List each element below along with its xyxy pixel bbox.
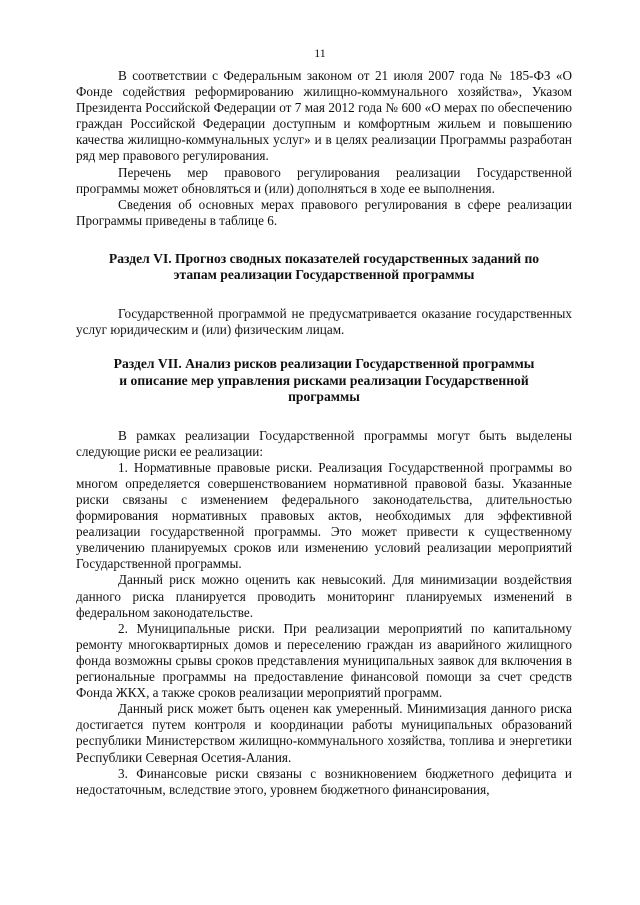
municipal-risks-paragraph: 2. Муниципальные риски. При реализации мероприятий по капитальному ремонту многоквартирных домов и переселению граждан из аварийного жилищного фонда возможны срывы сроков представления муниципальных заявок для включения в региональные программы на предоставление финансовой помощи за счет средств Фонда ЖКХ, а также сроков реализации мероприятий программ. bbox=[76, 620, 572, 701]
financial-risks-paragraph: 3. Финансовые риски связаны с возникновением бюджетного дефицита и недостаточным, вследствие этого, уровнем бюджетного финансирования, bbox=[76, 765, 572, 797]
page-number: 11 bbox=[314, 46, 326, 60]
section-7-heading-line-2: и описание мер управления рисками реализации Государственной bbox=[119, 372, 529, 388]
section-7-heading bbox=[76, 356, 572, 406]
paragraph-legal-basis: В соответствии с Федеральным законом от 21 июля 2007 года № 185-ФЗ «О Фонде содействия реформированию жилищно-коммунального хозяйства», Указом Президента Российской Федерации от 7 мая 2012 года № 600 «О мерах по обеспечению граждан Российской Федерации доступным и комфортным жильем и повышению качества жилищно-коммунальных услуг» и в целях реализации Программы разработан ряд мер правового регулирования. bbox=[76, 68, 572, 164]
section-6-heading bbox=[76, 251, 572, 284]
section-7-heading-line-3: программы bbox=[288, 389, 360, 405]
risks-intro-paragraph: В рамках реализации Государственной программы могут быть выделены следующие риски ее реализации: bbox=[76, 427, 572, 459]
paragraph-table-reference: Сведения об основных мерах правового регулирования в сфере реализации Программы приведены в таблице 6. bbox=[76, 196, 572, 228]
regulatory-risk-assessment-paragraph: Данный риск можно оценить как невысокий. Для минимизации воздействия данного риска планируется проводить мониторинг планируемых изменений в федеральном законодательстве. bbox=[76, 572, 572, 620]
paragraph-measures-update: Перечень мер правового регулирования реализации Государственной программы может обновляться и (или) дополняться в ходе ее выполнения. bbox=[76, 164, 572, 196]
municipal-risk-assessment-paragraph: Данный риск может быть оценен как умеренный. Минимизация данного риска достигается путем контроля и координации работы муниципальных образований республики Министерством жилищно-коммунального хозяйства, топлива и энергетики Республики Северная Осетия-Алания. bbox=[76, 701, 572, 765]
document-body bbox=[76, 68, 572, 798]
regulatory-risks-paragraph: 1. Нормативные правовые риски. Реализация Государственной программы во многом определяется совершенствованием нормативной правовой базы. Указанные риски связаны с изменением федерального законодательства, длительностью формирования нормативных правовых актов, необходимых для эффективной реализации государственной программы. Это может привести к существенному увеличению планируемых сроков или изменению условий реализации мероприятий Государственной программы. bbox=[76, 459, 572, 572]
section-6-heading-line-2: этапам реализации Государственной программы bbox=[173, 267, 475, 283]
section-6-heading-line-1: Раздел VI. Прогноз сводных показателей государственных заданий по bbox=[108, 250, 540, 266]
section-6-paragraph: Государственной программой не предусматривается оказание государственных услуг юридическим и (или) физическим лицам. bbox=[76, 305, 572, 338]
section-7-heading-line-1: Раздел VII. Анализ рисков реализации Государственной программы bbox=[113, 356, 535, 372]
